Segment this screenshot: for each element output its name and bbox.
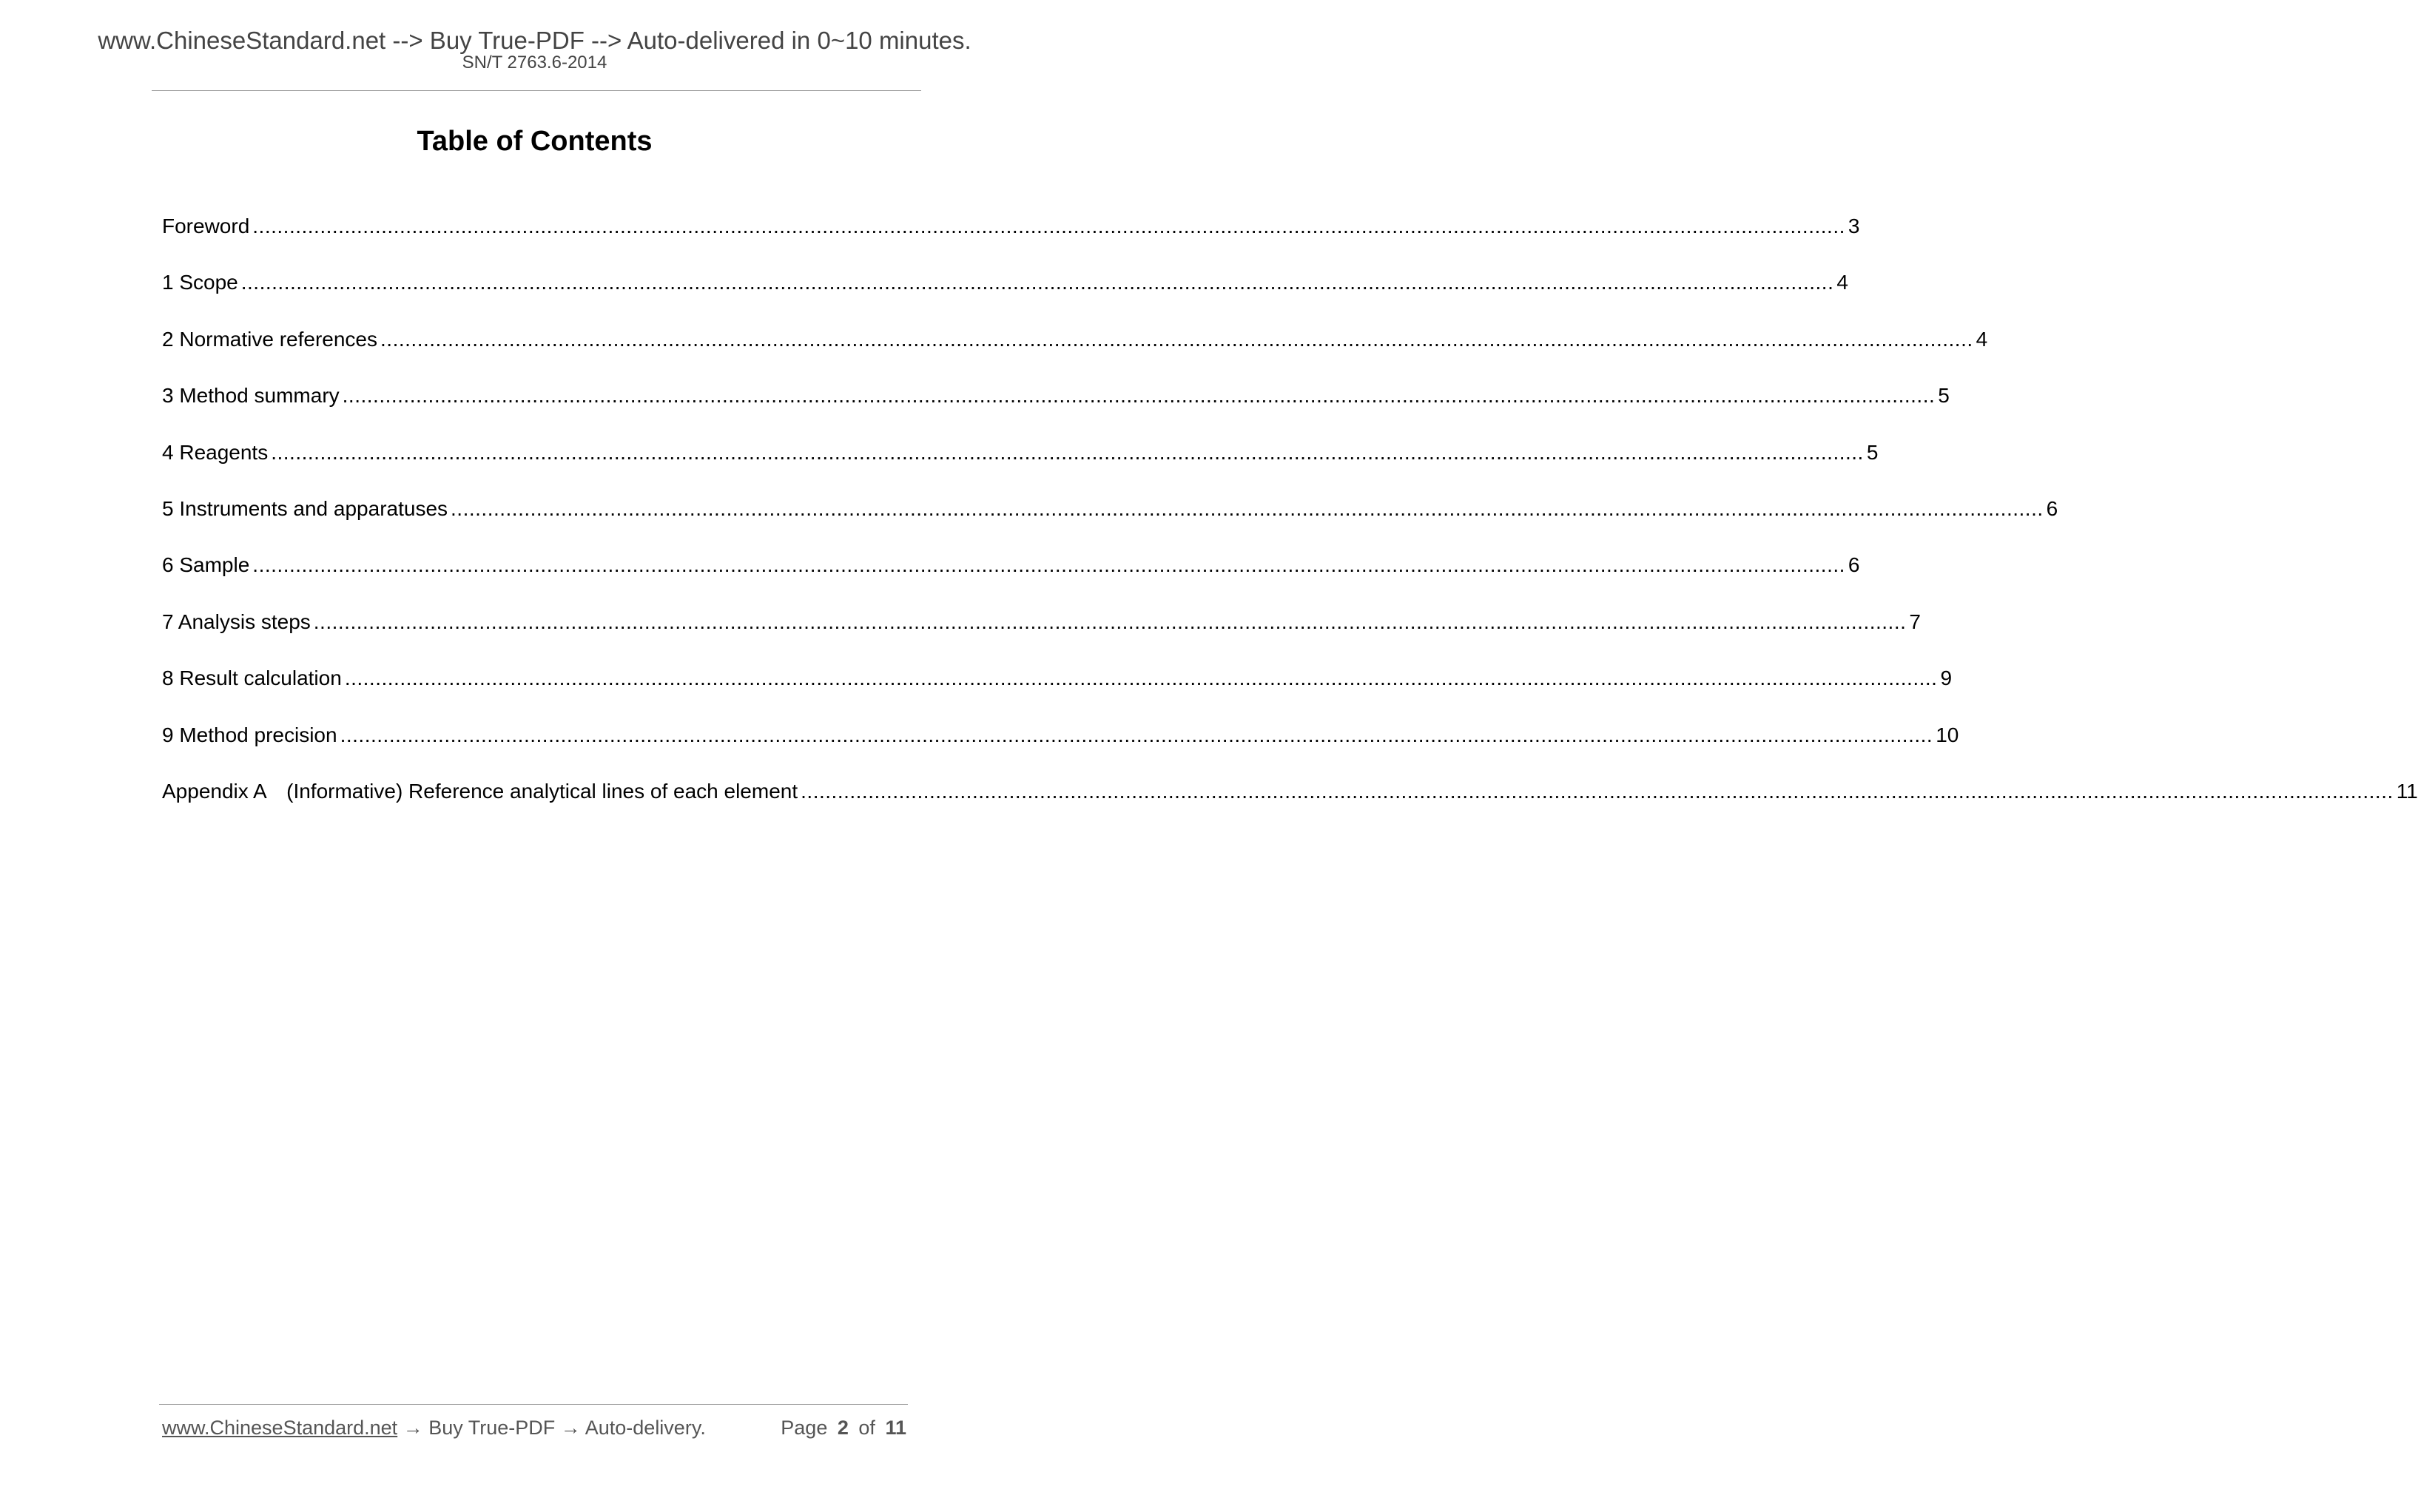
toc-entry-normative-references[interactable] — [162, 325, 1988, 381]
page-indicator — [776, 1418, 906, 1438]
toc-dot-leader: .................................................................................................................................................................................................................................................................... — [240, 271, 1834, 294]
toc-entry-foreword[interactable] — [162, 212, 1860, 268]
toc-entry-scope[interactable] — [162, 268, 1848, 324]
toc-dot-leader: .................................................................................................................................................................................................................................................................... — [252, 215, 1845, 237]
toc-entry-page: 11 — [2396, 779, 2418, 803]
toc-entry-page: 6 — [2046, 496, 2058, 520]
toc-dot-leader: .................................................................................................................................................................................................................................................................... — [340, 723, 1933, 746]
toc-entry-page: 6 — [1848, 553, 1860, 577]
footer-left — [162, 1418, 706, 1438]
toc-entry-method-summary[interactable] — [162, 381, 1950, 437]
toc-entry-label: 4 Reagents — [162, 440, 269, 464]
toc-entry-instruments[interactable] — [162, 494, 2058, 550]
footer-divider — [159, 1404, 908, 1405]
toc-entry-result-calculation[interactable] — [162, 664, 1953, 720]
toc-entry-label: 1 Scope — [162, 271, 238, 294]
toc-dot-leader: .................................................................................................................................................................................................................................................................... — [252, 553, 1845, 577]
toc-entry-page: 3 — [1848, 215, 1860, 237]
toc-entry-analysis-steps[interactable] — [162, 607, 1921, 664]
toc-dot-leader: .................................................................................................................................................................................................................................................................... — [342, 384, 1936, 408]
toc-dot-leader: .................................................................................................................................................................................................................................................................... — [380, 327, 1973, 351]
toc-entry-page: 9 — [1940, 666, 1953, 690]
page-word: Page — [781, 1417, 828, 1439]
table-of-contents — [162, 212, 2418, 833]
toc-entry-label: Foreword — [162, 215, 250, 237]
total-pages-number: 11 — [885, 1417, 906, 1439]
footer-tagline: → Buy True-PDF → Auto-delivery. — [397, 1417, 706, 1439]
of-word: of — [858, 1417, 875, 1439]
toc-entry-page: 5 — [1938, 384, 1950, 408]
toc-entry-page: 5 — [1866, 440, 1879, 464]
toc-entry-label: 7 Analysis steps — [162, 610, 311, 633]
toc-entry-sample[interactable] — [162, 550, 1860, 607]
toc-dot-leader: .................................................................................................................................................................................................................................................................... — [451, 496, 2044, 520]
toc-entry-label: 9 Method precision — [162, 723, 337, 746]
toc-entry-method-precision[interactable] — [162, 720, 1959, 777]
toc-entry-page: 7 — [1909, 610, 1921, 633]
header-divider — [152, 90, 921, 91]
toc-entry-label: 5 Instruments and apparatuses — [162, 496, 448, 520]
toc-entry-appendix-a[interactable] — [162, 777, 2418, 833]
toc-entry-label: 2 Normative references — [162, 327, 378, 351]
toc-entry-page: 10 — [1936, 723, 1959, 746]
toc-entry-label: 6 Sample — [162, 553, 250, 577]
toc-dot-leader: .................................................................................................................................................................................................................................................................... — [313, 610, 1907, 633]
toc-title: Table of Contents — [417, 126, 653, 157]
page-footer — [162, 1418, 906, 1438]
document-number: SN/T 2763.6-2014 — [462, 53, 607, 72]
toc-entry-label: 8 Result calculation — [162, 666, 342, 690]
toc-dot-leader: .................................................................................................................................................................................................................................................................... — [344, 666, 1938, 690]
toc-dot-leader: .................................................................................................................................................................................................................................................................... — [271, 440, 1864, 464]
toc-entry-label: Appendix A (Informative) Reference analytical lines of each element — [162, 779, 798, 803]
toc-entry-page: 4 — [1976, 327, 1988, 351]
current-page-number: 2 — [837, 1417, 849, 1439]
toc-entry-page: 4 — [1836, 271, 1848, 294]
toc-entry-label: 3 Method summary — [162, 384, 340, 408]
footer-website-link[interactable]: www.ChineseStandard.net — [162, 1417, 398, 1439]
header-banner: www.ChineseStandard.net --> Buy True-PDF --> Auto-delivered in 0~10 minutes. — [98, 27, 971, 54]
toc-entry-reagents[interactable] — [162, 438, 1879, 494]
toc-dot-leader: .................................................................................................................................................................................................................................................................... — [801, 779, 2394, 803]
